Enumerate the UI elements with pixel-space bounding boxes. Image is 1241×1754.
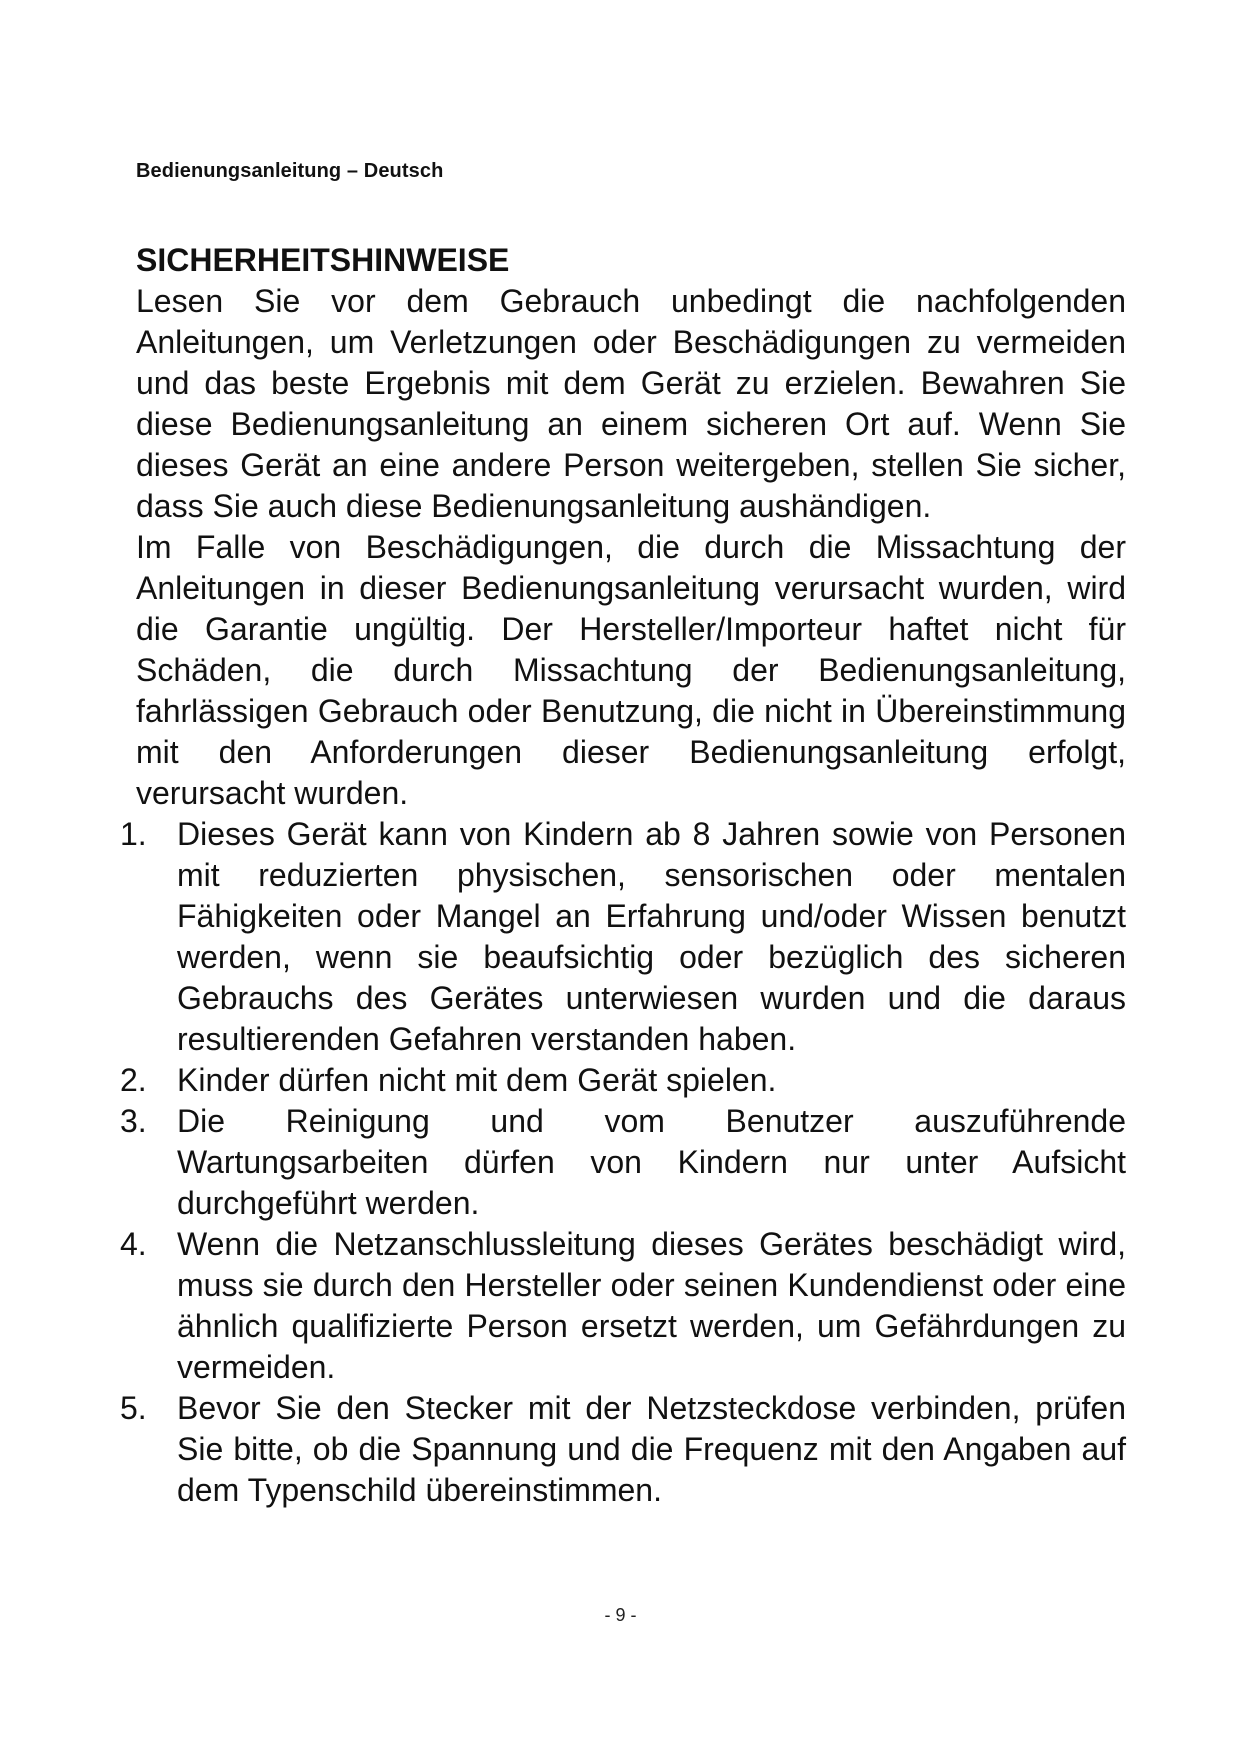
list-item <box>120 1060 1126 1101</box>
section-title: SICHERHEITSHINWEISE <box>136 242 510 278</box>
safety-list <box>120 814 1126 1511</box>
list-item <box>120 1101 1126 1224</box>
list-item-text: Bevor Sie den Stecker mit der Netzsteckdose verbinden, prüfen Sie bitte, ob die Spannung und die Frequenz mit den Angaben auf dem Typenschild übereinstimmen. <box>177 1390 1126 1508</box>
warranty-paragraph: Im Falle von Beschädigungen, die durch die Missachtung der Anleitungen in dieser Bedienungsanleitung verursacht wurden, wird die Garantie ungültig. Der Hersteller/Importeur haftet nicht für Schäden, die durch Missachtung der Bedienungsanleitung, fahrlässigen Gebrauch oder Benutzung, die nicht in Übereinstimmung mit den Anforderungen dieser Bedienungsanleitung erfolgt, verursacht wurden. <box>136 529 1126 811</box>
list-item-text: Kinder dürfen nicht mit dem Gerät spielen. <box>177 1062 777 1098</box>
list-item-number: 5. <box>120 1390 147 1426</box>
intro-paragraph: Lesen Sie vor dem Gebrauch unbedingt die nachfolgenden Anleitungen, um Verletzungen oder Beschädigungen zu vermeiden und das beste Ergebnis mit dem Gerät zu erzielen. Bewahren Sie diese Bedienungsanleitung an einem sicheren Ort auf. Wenn Sie dieses Gerät an eine andere Person weitergeben, stellen Sie sicher, dass Sie auch diese Bedienungsanleitung aushändigen. <box>136 283 1126 524</box>
list-item <box>120 814 1126 1060</box>
list-item <box>120 1224 1126 1388</box>
list-item-number: 4. <box>120 1226 147 1262</box>
list-item-number: 1. <box>120 816 147 852</box>
list-item-text: Dieses Gerät kann von Kindern ab 8 Jahren sowie von Personen mit reduzierten physischen, sensorischen oder mentalen Fähigkeiten oder Mangel an Erfahrung und/oder Wissen benutzt werden, wenn sie beaufsichtig oder bezüglich des sicheren Gebrauchs des Gerätes unterwiesen wurden und die daraus resultierenden Gefahren verstanden haben. <box>177 816 1126 1057</box>
list-item-number: 3. <box>120 1103 147 1139</box>
page-number: - 9 - <box>604 1605 637 1625</box>
list-item-number: 2. <box>120 1062 147 1098</box>
running-header: Bedienungsanleitung – Deutsch <box>136 160 444 182</box>
safety-section <box>120 240 1126 1511</box>
list-item-text: Die Reinigung und vom Benutzer auszuführende Wartungsarbeiten dürfen von Kindern nur unter Aufsicht durchgeführt werden. <box>177 1103 1126 1221</box>
list-item <box>120 1388 1126 1511</box>
list-item-text: Wenn die Netzanschlussleitung dieses Gerätes beschädigt wird, muss sie durch den Hersteller oder seinen Kundendienst oder eine ähnlich qualifizierte Person ersetzt werden, um Gefährdungen zu vermeiden. <box>177 1226 1126 1385</box>
